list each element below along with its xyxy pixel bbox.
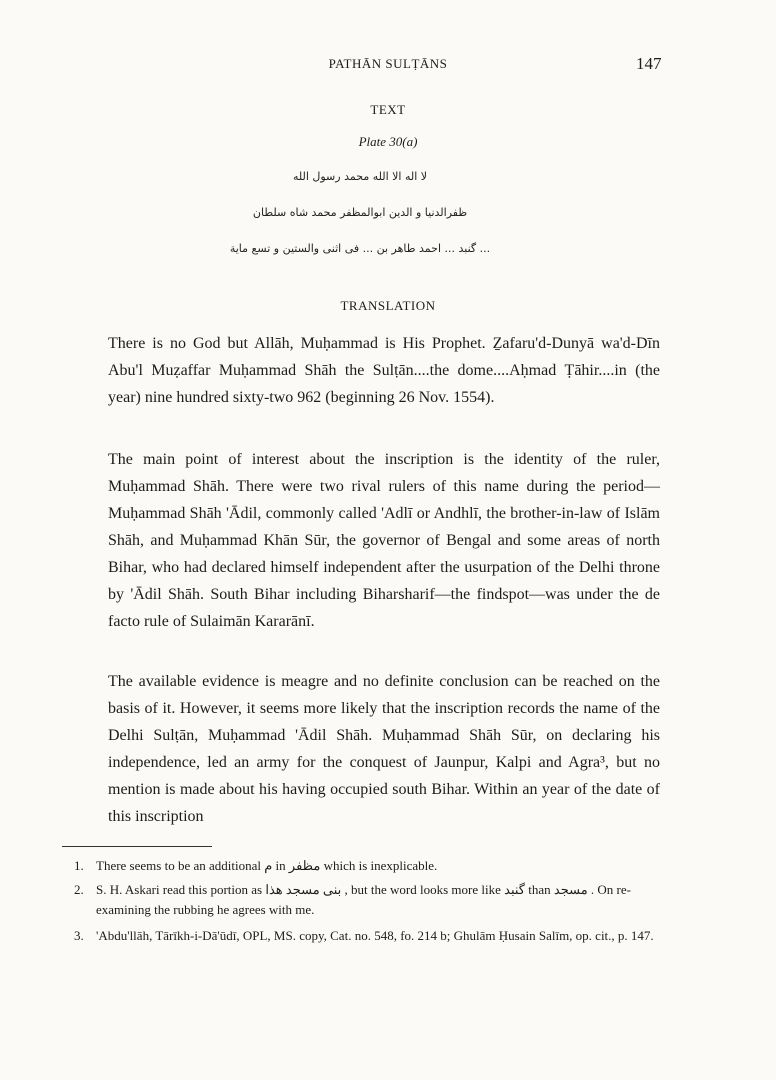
plate-label: Plate 30(a) bbox=[358, 134, 418, 149]
footnote-3 bbox=[74, 926, 670, 946]
arabic-line-2: ظفرالدنیا و الدین ابوالمظفر محمد شاه سلطان bbox=[252, 206, 468, 219]
discussion-paragraph-2: The available evidence is meagre and no definite conclusion can be reached on the basis of it. However, it seems more likely that the inscription records the name of the Delhi Sulṭān, Muḥammad 'Ādil Shāh. Muḥammad Shāh Sūr, on declaring his independence, led an army for the conquest of Jaunpur, Kalpi and Agra³, but no mention is made about his having occupied south Bihar. Within an year of the date of this inscription bbox=[108, 673, 660, 825]
footnote-1 bbox=[74, 856, 670, 876]
translation-heading: TRANSLATION bbox=[340, 298, 436, 313]
footnote-number: 2. bbox=[74, 882, 84, 897]
footnote-divider bbox=[62, 846, 212, 847]
page-number: 147 bbox=[636, 54, 662, 73]
arabic-line-3: ... گنبد ... احمد طاهر بن ... فی اثنی والستین و تسع مایة bbox=[229, 242, 491, 255]
discussion-paragraph-1: The main point of interest about the inscription is the identity of the ruler, Muḥammad Shāh. There were two rival rulers of this name during the period—Muḥammad Shāh 'Ādil, commonly called 'Adlī or Andhlī, the brother-in-law of Islām Shāh, and Muḥammad Khān Sūr, the governor of Bengal and some areas of north Bihar, who had declared himself independent after the usurpation of the Delhi throne by 'Ādil Shāh. South Bihar including Biharsharif—the findspot—was under the de facto rule of Sulaimān Kararānī. bbox=[108, 451, 660, 630]
running-header: PATHĀN SULṬĀNS bbox=[328, 56, 448, 71]
footnote-number: 1. bbox=[74, 858, 84, 873]
footnote-text: 'Abdu'llāh, Tārīkh-i-Dā'ūdī, OPL, MS. copy, Cat. no. 548, fo. 214 b; Ghulām Ḥusain Salīm, op. cit., p. 147. bbox=[96, 928, 654, 943]
translation-paragraph: There is no God but Allāh, Muḥammad is His Prophet. Ẕafaru'd-Dunyā wa'd-Dīn Abu'l Muẓaffar Muḥammad Shāh the Sulṭān....the dome....Aḥmad Ṭāhir....in (the year) nine hundred sixty-two 962 (beginning 26 Nov. 1554). bbox=[108, 335, 660, 406]
footnote-number: 3. bbox=[74, 928, 84, 943]
arabic-line-1: لا اله الا الله محمد رسول الله bbox=[292, 170, 428, 183]
footnote-2 bbox=[74, 880, 670, 920]
text-heading: TEXT bbox=[370, 102, 406, 117]
footnote-text: There seems to be an additional م in مظفر which is inexplicable. bbox=[96, 858, 438, 873]
footnote-text: S. H. Askari read this portion as بنی مسجد هذا , but the word looks more like گنبد than مسجد . On re-examining the rubbing he agrees with me. bbox=[96, 882, 631, 917]
